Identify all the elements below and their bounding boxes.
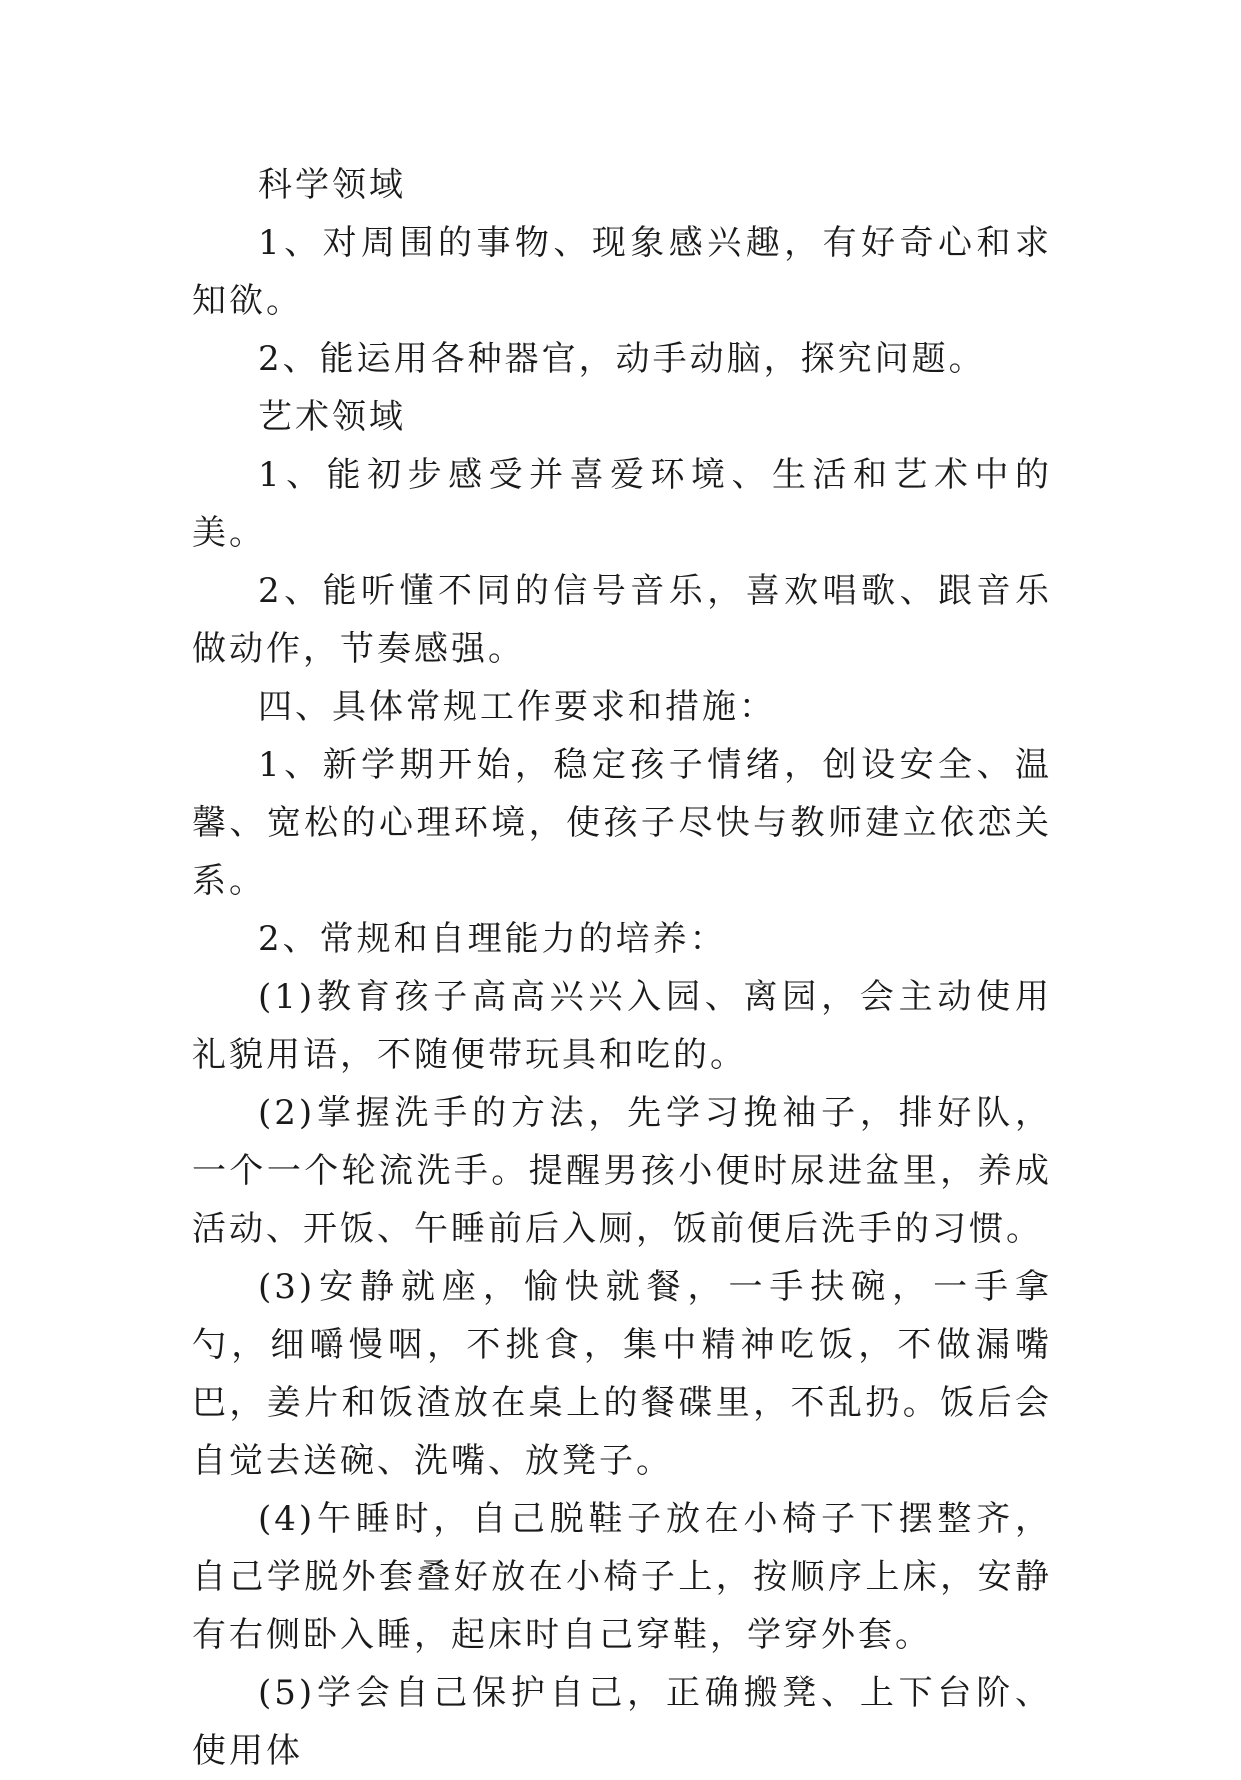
paragraph: 1、对周围的事物、现象感兴趣，有好奇心和求知欲。: [192, 223, 1052, 321]
paragraph: (2)掌握洗手的方法，先学习挽袖子，排好队，一个一个轮流洗手。提醒男孩小便时尿进盆里，养成活动、开饭、午睡前后入厕，饭前便后洗手的习惯。: [192, 1093, 1052, 1249]
section-heading-art: 艺术领域: [258, 397, 406, 437]
section-heading-science: 科学领域: [258, 165, 406, 205]
section-heading-routine: 四、具体常规工作要求和措施：: [258, 687, 776, 727]
paragraph: (5)学会自己保护自己，正确搬凳、上下台阶、使用体: [192, 1673, 1052, 1771]
paragraph: 2、能运用各种器官，动手动脑，探究问题。: [258, 339, 986, 379]
paragraph: 2、常规和自理能力的培养：: [258, 919, 727, 959]
paragraph: 2、能听懂不同的信号音乐，喜欢唱歌、跟音乐做动作，节奏感强。: [192, 571, 1052, 669]
paragraph: (1)教育孩子高高兴兴入园、离园，会主动使用礼貌用语，不随便带玩具和吃的。: [192, 977, 1052, 1075]
paragraph: 1、能初步感受并喜爱环境、生活和艺术中的美。: [192, 455, 1052, 553]
paragraph: 1、新学期开始，稳定孩子情绪，创设安全、温馨、宽松的心理环境，使孩子尽快与教师建立依恋关系。: [192, 745, 1052, 901]
paragraph: (3)安静就座，愉快就餐，一手扶碗，一手拿勺，细嚼慢咽，不挑食，集中精神吃饭，不做漏嘴巴，姜片和饭渣放在桌上的餐碟里，不乱扔。饭后会自觉去送碗、洗嘴、放凳子。: [192, 1267, 1052, 1481]
document-body: [192, 156, 1052, 1780]
paragraph: (4)午睡时，自己脱鞋子放在小椅子下摆整齐，自己学脱外套叠好放在小椅子上，按顺序上床，安静有右侧卧入睡，起床时自己穿鞋，学穿外套。: [192, 1499, 1052, 1655]
